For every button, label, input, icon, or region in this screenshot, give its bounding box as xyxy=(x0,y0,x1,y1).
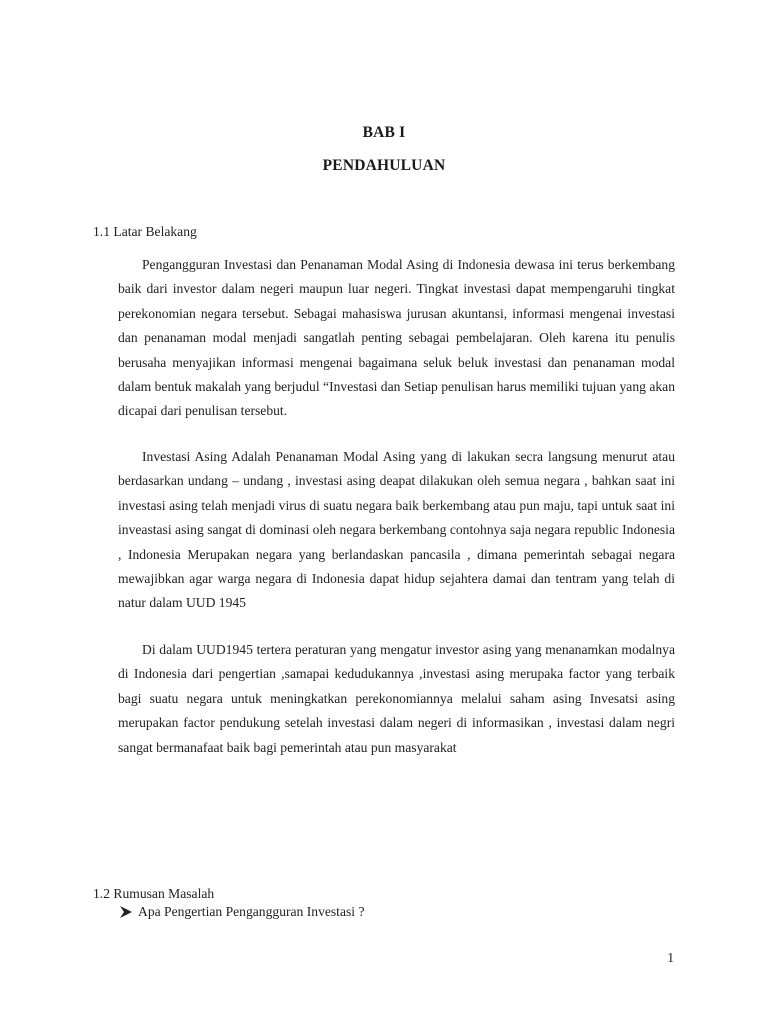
arrowhead-bullet-icon xyxy=(118,905,134,919)
paragraph: Di dalam UUD1945 tertera peraturan yang mengatur investor asing yang menanamkan modalnya di Indonesia dari pengertian ,samapai kedudukannya ,investasi asing merupaka factor yang terbaik bagi suatu negara untuk meningkatkan perekonomiannya melalui saham asing Invesatsi asing merupakan factor pendukung setelah investasi dalam negeri di informasikan , investasi dalam negri sangat bermanafaat baik bagi pemerintah atau pun masyarakat xyxy=(118,642,675,755)
paragraph: Pengangguran Investasi dan Penanaman Modal Asing di Indonesia dewasa ini terus berkembang baik dari investor dalam negeri maupun luar negeri. Tingkat investasi dapat mempengaruhi tingkat perekonomian negara tersebut. Sebagai mahasiswa jurusan akuntansi, informasi mengenai investasi dan penanaman modal menjadi sangatlah penting sebagai pembelajaran. Oleh karena itu penulis berusaha menyajikan informasi mengenai bagaimana seluk beluk investasi dan penanaman modal dalam bentuk makalah yang berjudul “Investasi dan Setiap penulisan harus memiliki tujuan yang akan dicapai dari penulisan tersebut. xyxy=(118,257,675,419)
list-item xyxy=(118,904,365,920)
section-title-rumusan-masalah: 1.2 Rumusan Masalah xyxy=(93,886,215,901)
paragraph: Investasi Asing Adalah Penanaman Modal Asing yang di lakukan secra langsung menurut atau berdasarkan undang – undang , investasi asing deapat dilakukan oleh semua negara , bahkan saat ini investasi asing telah menjadi virus di suatu negara baik berkembang atau pun maju, tapi untuk saat ini inveastasi asing sangat di dominasi oleh negara berkembang contohnya saja negara republic Indonesia , Indonesia Merupakan negara yang berlandaskan pancasila , dimana pemerintah sebagai negara mewajibkan agar warga negara di Indonesia dapat hidup sejahtera damai dan tentram yang telah di natur dalam UUD 1945 xyxy=(118,449,675,611)
chapter-label: BAB I xyxy=(362,124,406,141)
page-number: 1 xyxy=(667,950,674,965)
chapter-title: PENDAHULUAN xyxy=(322,157,446,174)
list-item-text: Apa Pengertian Pengangguran Investasi ? xyxy=(138,904,365,919)
section-title-latar-belakang: 1.1 Latar Belakang xyxy=(93,224,197,239)
